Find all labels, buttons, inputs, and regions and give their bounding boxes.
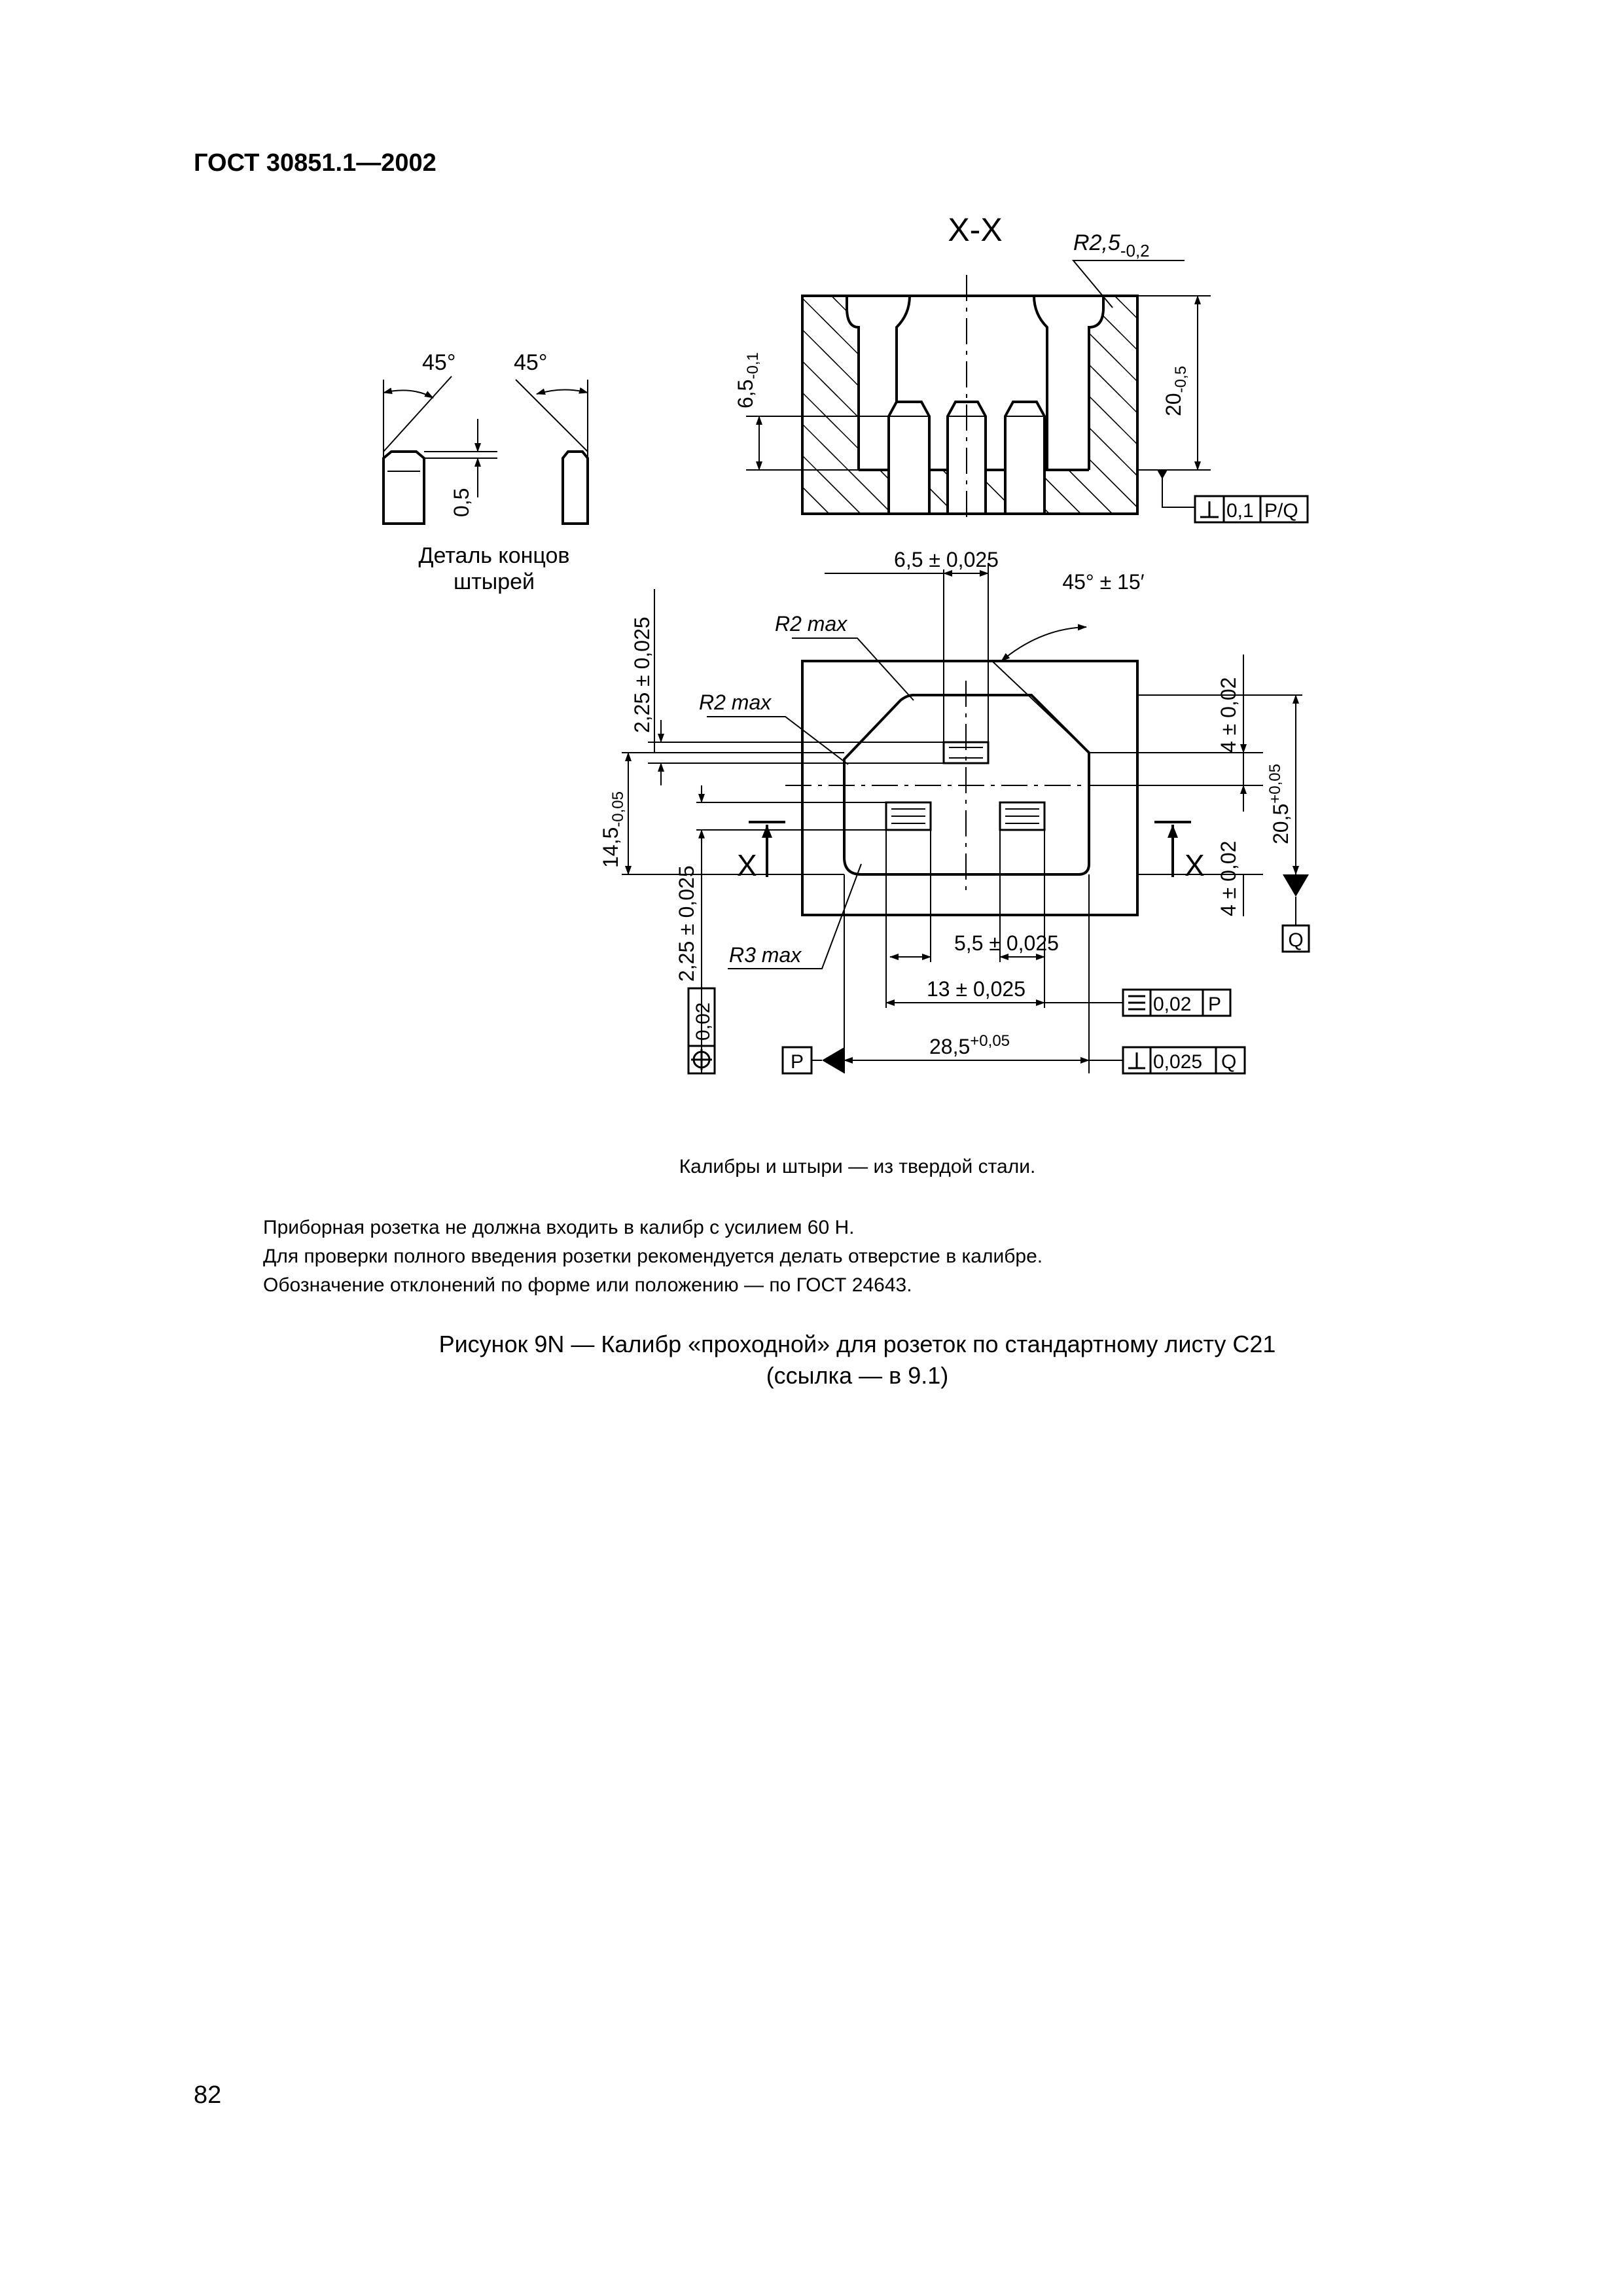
symmetry-value: 0,02 (1153, 994, 1192, 1015)
radius-r2-b: R2 max (699, 691, 772, 714)
caption-line-2: (ссылка — в 9.1) (766, 1362, 949, 1389)
chamfer-angle-dimension: 45° ± 15′ (1062, 570, 1145, 594)
vert-225-b-dimension: 2,25 ± 0,025 (675, 865, 698, 982)
angle-right-label: 45° (514, 350, 548, 375)
vert-225-a-dimension: 2,25 ± 0,025 (630, 617, 654, 733)
section-mark-right: X (1185, 848, 1205, 882)
datum-p-label: P (790, 1051, 804, 1073)
page-number: 82 (194, 2081, 222, 2109)
vert-4-b-dimension: 4 ± 0,02 (1217, 840, 1240, 916)
note-line-3: Обозначение отклонений по форме или положению — по ГОСТ 24643. (263, 1274, 912, 1296)
radius-r3: R3 max (729, 943, 802, 967)
pin-tip-dimension: 0,5 (450, 488, 473, 517)
note-line-1: Приборная розетка не должна входить в калибр с усилием 60 Н. (263, 1217, 855, 1238)
pin-end-detail (383, 376, 588, 524)
pin-spacing-bottom-dimension: 5,5 ± 0,025 (954, 931, 1059, 955)
angle-left-label: 45° (422, 350, 456, 375)
notes-block (263, 1213, 1043, 1300)
detail-caption-line1: Деталь концов (418, 543, 570, 568)
datum-q-label: Q (1288, 929, 1304, 951)
perp-bottom-value: 0,025 (1153, 1051, 1203, 1073)
vert-145-dimension: $14,5_{-0,05}$ (599, 791, 627, 868)
pin-spacing-top-dimension: 6,5 ± 0,025 (894, 548, 999, 571)
gauge-technical-drawing (0, 0, 1623, 1126)
note-line-2: Для проверки полного введения розетки рекомендуется делать отверстие в калибре. (263, 1246, 1043, 1267)
section-view (746, 260, 1211, 524)
caption-line-1: Рисунок 9N — Калибр «проходной» для розеток по стандартному листу С21 (438, 1331, 1276, 1357)
depth-pins-dimension: $6,5_{-0,1}$ (734, 352, 762, 408)
vert-4-a-dimension: 4 ± 0,02 (1217, 677, 1240, 753)
position-value: 0,02 (692, 1002, 714, 1041)
detail-caption-line2: штырей (453, 569, 535, 594)
symmetry-reference: P (1208, 994, 1222, 1015)
section-mark-left: X (737, 848, 757, 882)
perp-bottom-reference: Q (1221, 1051, 1237, 1073)
vert-205-dimension: $20,5^{+0,05}$ (1266, 763, 1293, 844)
document-header: ГОСТ 30851.1—2002 (194, 149, 437, 177)
figure-caption (0, 1329, 1623, 1391)
perp-top-value: 0,1 (1226, 500, 1254, 522)
material-note: Калибры и штыри — из твердой стали. (679, 1156, 1036, 1177)
total-height-dimension: $20_{-0,5}$ (1162, 366, 1190, 416)
pin-span-dimension: 13 ± 0,025 (927, 977, 1026, 1001)
width-dimension: $28,5^{+0,05}$ (929, 1032, 1010, 1058)
section-label: X-X (948, 211, 1003, 248)
radius-top-dimension: $R2,5_{-0,2}$ (1073, 230, 1150, 260)
radius-r2-a: R2 max (775, 612, 847, 636)
perp-top-reference: P/Q (1264, 500, 1298, 522)
